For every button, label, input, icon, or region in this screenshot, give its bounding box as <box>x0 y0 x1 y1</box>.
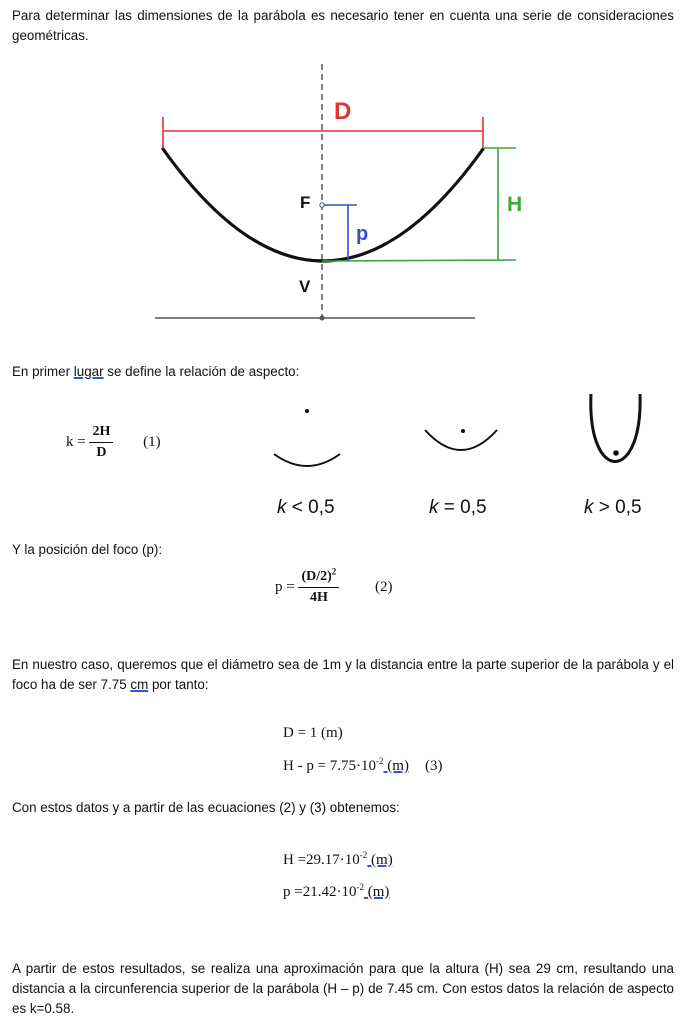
eq1-number: (1) <box>143 433 161 450</box>
h-bottom-line <box>322 260 516 261</box>
equation-3a: D = 1 (m) <box>283 725 343 741</box>
aspect-intro: En primer lugar se define la relación de aspecto: <box>12 364 300 379</box>
conclusion-paragraph: A partir de estos resultados, se realiza una aproximación para que la altura (H) sea 29 cm, resultando una distancia a la circunferencia superior de la parábola (H – p) de 7.45 cm. Con estos datos la relación de aspecto es k=0.58. <box>12 961 674 1016</box>
label-p: p <box>356 223 369 245</box>
eq2-fraction: $\frac{(D/2)^2}{4H}$ <box>298 569 339 606</box>
eq3-number: (3) <box>424 758 443 774</box>
label-h: H <box>507 193 523 216</box>
deep-focus-dot <box>613 450 619 456</box>
aspect-cases-diagram <box>0 380 686 490</box>
focus-point <box>320 203 324 207</box>
shallow-focus-dot <box>305 409 309 413</box>
eq1-fraction: $\frac{2H}{D}$ <box>89 424 113 461</box>
result-p: $p =21.42\cdot 10^{-2}$ (m) <box>283 882 390 900</box>
result-h: $H =29.17\cdot 10^{-2}$ (m) <box>283 850 393 868</box>
equation-1: k = $\frac{2H}{D}$ (1) <box>66 424 161 460</box>
eq2-number: (2) <box>375 578 393 595</box>
label-v: V <box>299 277 311 296</box>
results-intro: Con estos datos y a partir de las ecuaciones (2) y (3) obtenemos: <box>12 800 400 815</box>
parabola-diagram <box>0 0 686 340</box>
medium-parabola <box>425 430 497 450</box>
label-d: D <box>334 98 352 125</box>
medium-focus-dot <box>461 429 465 433</box>
intro-paragraph: Para determinar las dimensiones de la parábola es necesario tener en cuenta una serie de consideraciones geométricas. <box>12 8 674 43</box>
label-f: F <box>300 193 311 212</box>
underlined-word-cm: cm <box>130 677 149 692</box>
k-less-label: k < 0,5 <box>277 497 335 518</box>
case-paragraph: En nuestro caso, queremos que el diámetro sea de 1m y la distancia entre la parte superior de la parábola y el foco ha de ser 7.75 cm por tanto: <box>12 657 674 692</box>
axis-base-point <box>320 316 325 321</box>
k-equal-label: k = 0,5 <box>429 497 487 518</box>
k-greater-label: k > 0,5 <box>584 497 642 518</box>
equation-3b: $H - p = 7.75\cdot 10^{-2}$ (m) (3) <box>283 756 443 774</box>
underlined-word-lugar: lugar <box>73 364 104 379</box>
shallow-parabola <box>274 454 340 466</box>
focus-intro: Y la posición del foco (p): <box>12 542 163 557</box>
equation-2: p = $\frac{(D/2)^2}{4H}$ (2) <box>275 566 393 605</box>
